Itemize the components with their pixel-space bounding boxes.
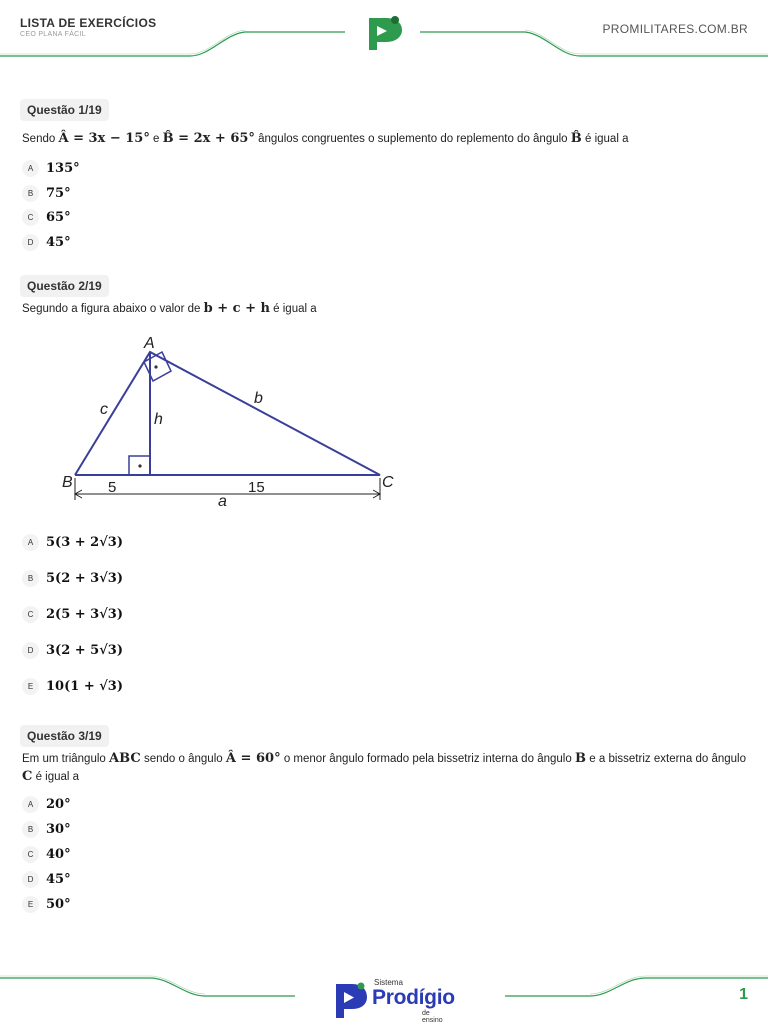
figure-label-side-c: c	[100, 401, 108, 418]
header-title: LISTA DE EXERCÍCIOS	[20, 16, 157, 30]
question-3-label: Questão 3/19	[20, 725, 109, 747]
figure-label-side-b: b	[254, 390, 263, 407]
question-2-option-d[interactable]: D 3(2 + 5√3)	[22, 641, 123, 659]
figure-label-height-h: h	[154, 411, 163, 428]
question-1-option-b[interactable]: B 75°	[22, 184, 71, 202]
figure-label-segment-15: 15	[248, 479, 265, 496]
question-1-option-d[interactable]: D 45°	[22, 233, 71, 251]
figure-label-vertex-b: B	[62, 474, 73, 491]
question-3-statement: Em um triângulo ABC sendo o ângulo Â = 60° o menor ângulo formado pela bissetriz interna do ângulo B e a bissetriz externa do ângulo C é igual a	[22, 751, 746, 784]
question-3-option-c[interactable]: C 40°	[22, 845, 71, 863]
footer-tagline: de ensino	[422, 1010, 443, 1024]
question-1-option-c[interactable]: C 65°	[22, 208, 71, 226]
header-subtitle: CEO PLANA FÁCIL	[20, 31, 86, 38]
page-number: 1	[739, 986, 748, 1003]
header-site: PROMILITARES.COM.BR	[602, 22, 748, 36]
question-2-statement: Segundo a figura abaixo o valor de b + c + h é igual a	[22, 301, 317, 316]
footer-brand: Prodígio	[372, 986, 455, 1009]
figure-label-vertex-c: C	[382, 474, 394, 491]
question-3-option-a[interactable]: A 20°	[22, 795, 71, 813]
question-1-statement: Sendo Â = 3x − 15° e B̂ = 2x + 65° ângulos congruentes o suplemento do replemento do ângulo B̂ é igual a	[22, 131, 629, 146]
triangle-figure	[58, 328, 403, 508]
figure-label-segment-5: 5	[108, 479, 117, 496]
footer-sistema: Sistema	[374, 978, 403, 987]
figure-label-vertex-a: A	[144, 335, 155, 352]
question-2-option-b[interactable]: B 5(2 + 3√3)	[22, 569, 123, 587]
question-2-option-e[interactable]: E 10(1 + √3)	[22, 677, 123, 695]
question-1-option-a[interactable]: A 135°	[22, 159, 80, 177]
question-2-option-c[interactable]: C 2(5 + 3√3)	[22, 605, 123, 623]
question-3-option-e[interactable]: E 50°	[22, 895, 71, 913]
question-2-label: Questão 2/19	[20, 275, 109, 297]
question-2-option-a[interactable]: A 5(3 + 2√3)	[22, 533, 123, 551]
question-3-option-d[interactable]: D 45°	[22, 870, 71, 888]
question-1-label: Questão 1/19	[20, 99, 109, 121]
question-3-option-b[interactable]: B 30°	[22, 820, 71, 838]
prodigio-logo-icon	[366, 14, 404, 54]
prodigio-footer-icon	[334, 981, 368, 1021]
figure-label-side-a: a	[218, 493, 227, 508]
